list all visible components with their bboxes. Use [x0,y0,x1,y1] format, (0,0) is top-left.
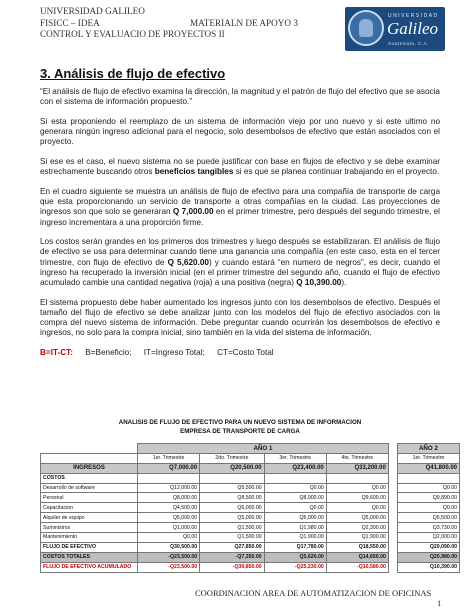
table-row-acumulado: FLUJO DE EFECTIVO ACUMULADO -Q23,500.00 -Q30,850.00 -Q25,230.00 -Q10,580.00 Q10,390.00 [41,562,460,572]
logo-location: Guatemala, C.A. [388,41,429,46]
page-header [40,6,340,41]
table-row: Capacitacion Q4,500.00 Q6,000.00 Q0.00 Q0.00 Q0.00 [41,503,460,513]
quarter-header: 4to. Trimestre [326,453,388,463]
quarter-header: 2do. Trimestre [200,453,265,463]
university-name: UNIVERSIDAD GALILEO [40,6,145,16]
quarter-row [41,453,460,463]
logo-caption: UNIVERSIDAD [388,13,439,19]
university-seal-icon [348,10,384,46]
formula-legend [40,348,440,358]
faculty-name: FISICC – IDEA [40,17,100,28]
material-label: MATERIALN DE APOYO 3 [190,17,298,28]
cash-flow-table [40,443,460,573]
legend-benefit: B=Beneficio; [85,348,132,358]
course-name: CONTROL Y EVALUACIO DE PROYECTOS II [40,29,225,39]
quarter-header: 1er. Trimestre [397,453,459,463]
logo-wordmark: Galileo [387,19,438,38]
table-row: Alquiler de equipo Q5,000.00 Q5,000.00 Q5,000.00 Q5,000.00 Q5,500.00 [41,513,460,523]
table-row-costos-label: COSTOS [41,473,460,483]
paragraph-definition: “El análisis de flujo de efectivo examina la dirección, la magnitud y el patrón de flujo del efectivo que se asocia con el sistema de información propuesto.” [40,87,440,107]
footer-text: COORDINACION AREA DE AUTOMATIZACION DE OFICINAS [195,588,432,598]
year-2-header: AÑO 2 [397,444,459,454]
paragraph-costs: Los costos serán grandes en los primeros dos trimestres y luego después se estabilizaran. El análisis de flujo de efectivo se usa para determinar cuando tiene una ganancia una compañía (en este caso, esta en el tercer trimestre, con flujo de efectivo de Q 5,620.00) y cuando estará “en numero de negros”, es decir, cuando el ingreso ha recuperado la inversión inicial (en el primer trimestre del segundo año, cuando el flujo de efectivo acumulado cambie una cantidad negativa (roja) a una positiva (negra) Q 10,390.00). [40,237,440,288]
year-1-header: AÑO 1 [138,444,389,454]
table-row-costos-totales: COSTOS TOTALES -Q23,500.00 -Q7,350.00 Q5,620.00 Q14,650.00 Q20,980.00 [41,552,460,562]
legend-total-cost: CT=Costo Total [217,348,274,358]
paragraph-replacement: Si esta proponiendo el reemplazo de un sistema de información viejo por uno nuevo y si este ultimo no generara ningún ingreso adicional para el negocio, solo desembolsos de efectivo que están asociados con el proyecto. [40,116,440,147]
table-row-flujo: FLUJO DE EFECTIVO Q30,500.00 Q27,850.00 Q17,780.00 Q18,550.00 Q20,090.00 [41,542,460,552]
table-row: Personal Q8,000.00 Q8,500.00 Q8,900.00 Q9,600.00 Q9,890.00 [41,493,460,503]
legend-total-income: IT=Ingreso Total; [143,348,205,358]
table-row: Suministros Q1,000.00 Q1,500.00 Q1,980.00 Q2,300.00 Q3,730.00 [41,523,460,533]
table-subtitle: EMPRESA DE TRANSPORTE DE CARGA [180,428,300,435]
paragraph-example: En el cuadro siguiente se muestra un análisis de flujo de efectivo para una compañía de transporte de carga que esta proporcionando un servicio de transporte a otras compañías en la ciudad. Las proyecciones de ingresos son que solo se generaran Q 7,000.00 en el primer trimestre, pero después del segundo trimestre, el ingreso incrementara a una proporción firme. [40,186,441,227]
page-number: 1 [437,598,442,608]
quarter-header: 1er. Trimestre [138,453,200,463]
year-row [41,444,460,454]
paragraph-proposed-system: El sistema propuesto debe haber aumentado los ingresos junto con los desembolsos de efectivo. Después el tamaño del flujo de efectivo se debe analizar junto con los modelos del flujo de efectivo asociados con la compra del nuevo sistema de información. Debe preguntar cuando ocurrirán los desembolsos de efectivo e ingresos, no solo para la compra inicial, sino también en la vida del sistema de información. [40,297,440,338]
formula: B=IT-CT: [40,348,73,358]
table-row-ingresos: INGRESOS Q7,000.00 Q20,500.00 Q23,400.00 Q33,200.00 Q41,800.00 [41,463,460,473]
section-title: 3. Análisis de flujo de efectivo [40,66,226,81]
table-title: ANALISIS DE FLUJO DE EFECTIVO PARA UN NUEVO SISTEMA DE INFORMACION [118,419,362,426]
quarter-header: 3er. Trimestre [264,453,326,463]
table-row: Mantenimiento Q0.00 Q1,500.00 Q1,900.00 Q1,900.00 Q2,000.00 [41,533,460,543]
paragraph-justification: Si ese es el caso, el nuevo sistema no se puede justificar con base en flujos de efectivo y se debe examinar estrechamente buscando otros beneficios tangibles si es que se planea continuar trabajando en el proyecto. [40,157,440,177]
document-body [40,87,440,358]
galileo-logo [345,7,445,51]
table-row: Desarrollo de software Q12,000.00 Q5,500.00 Q0.00 Q0.00 Q0.00 [41,483,460,493]
